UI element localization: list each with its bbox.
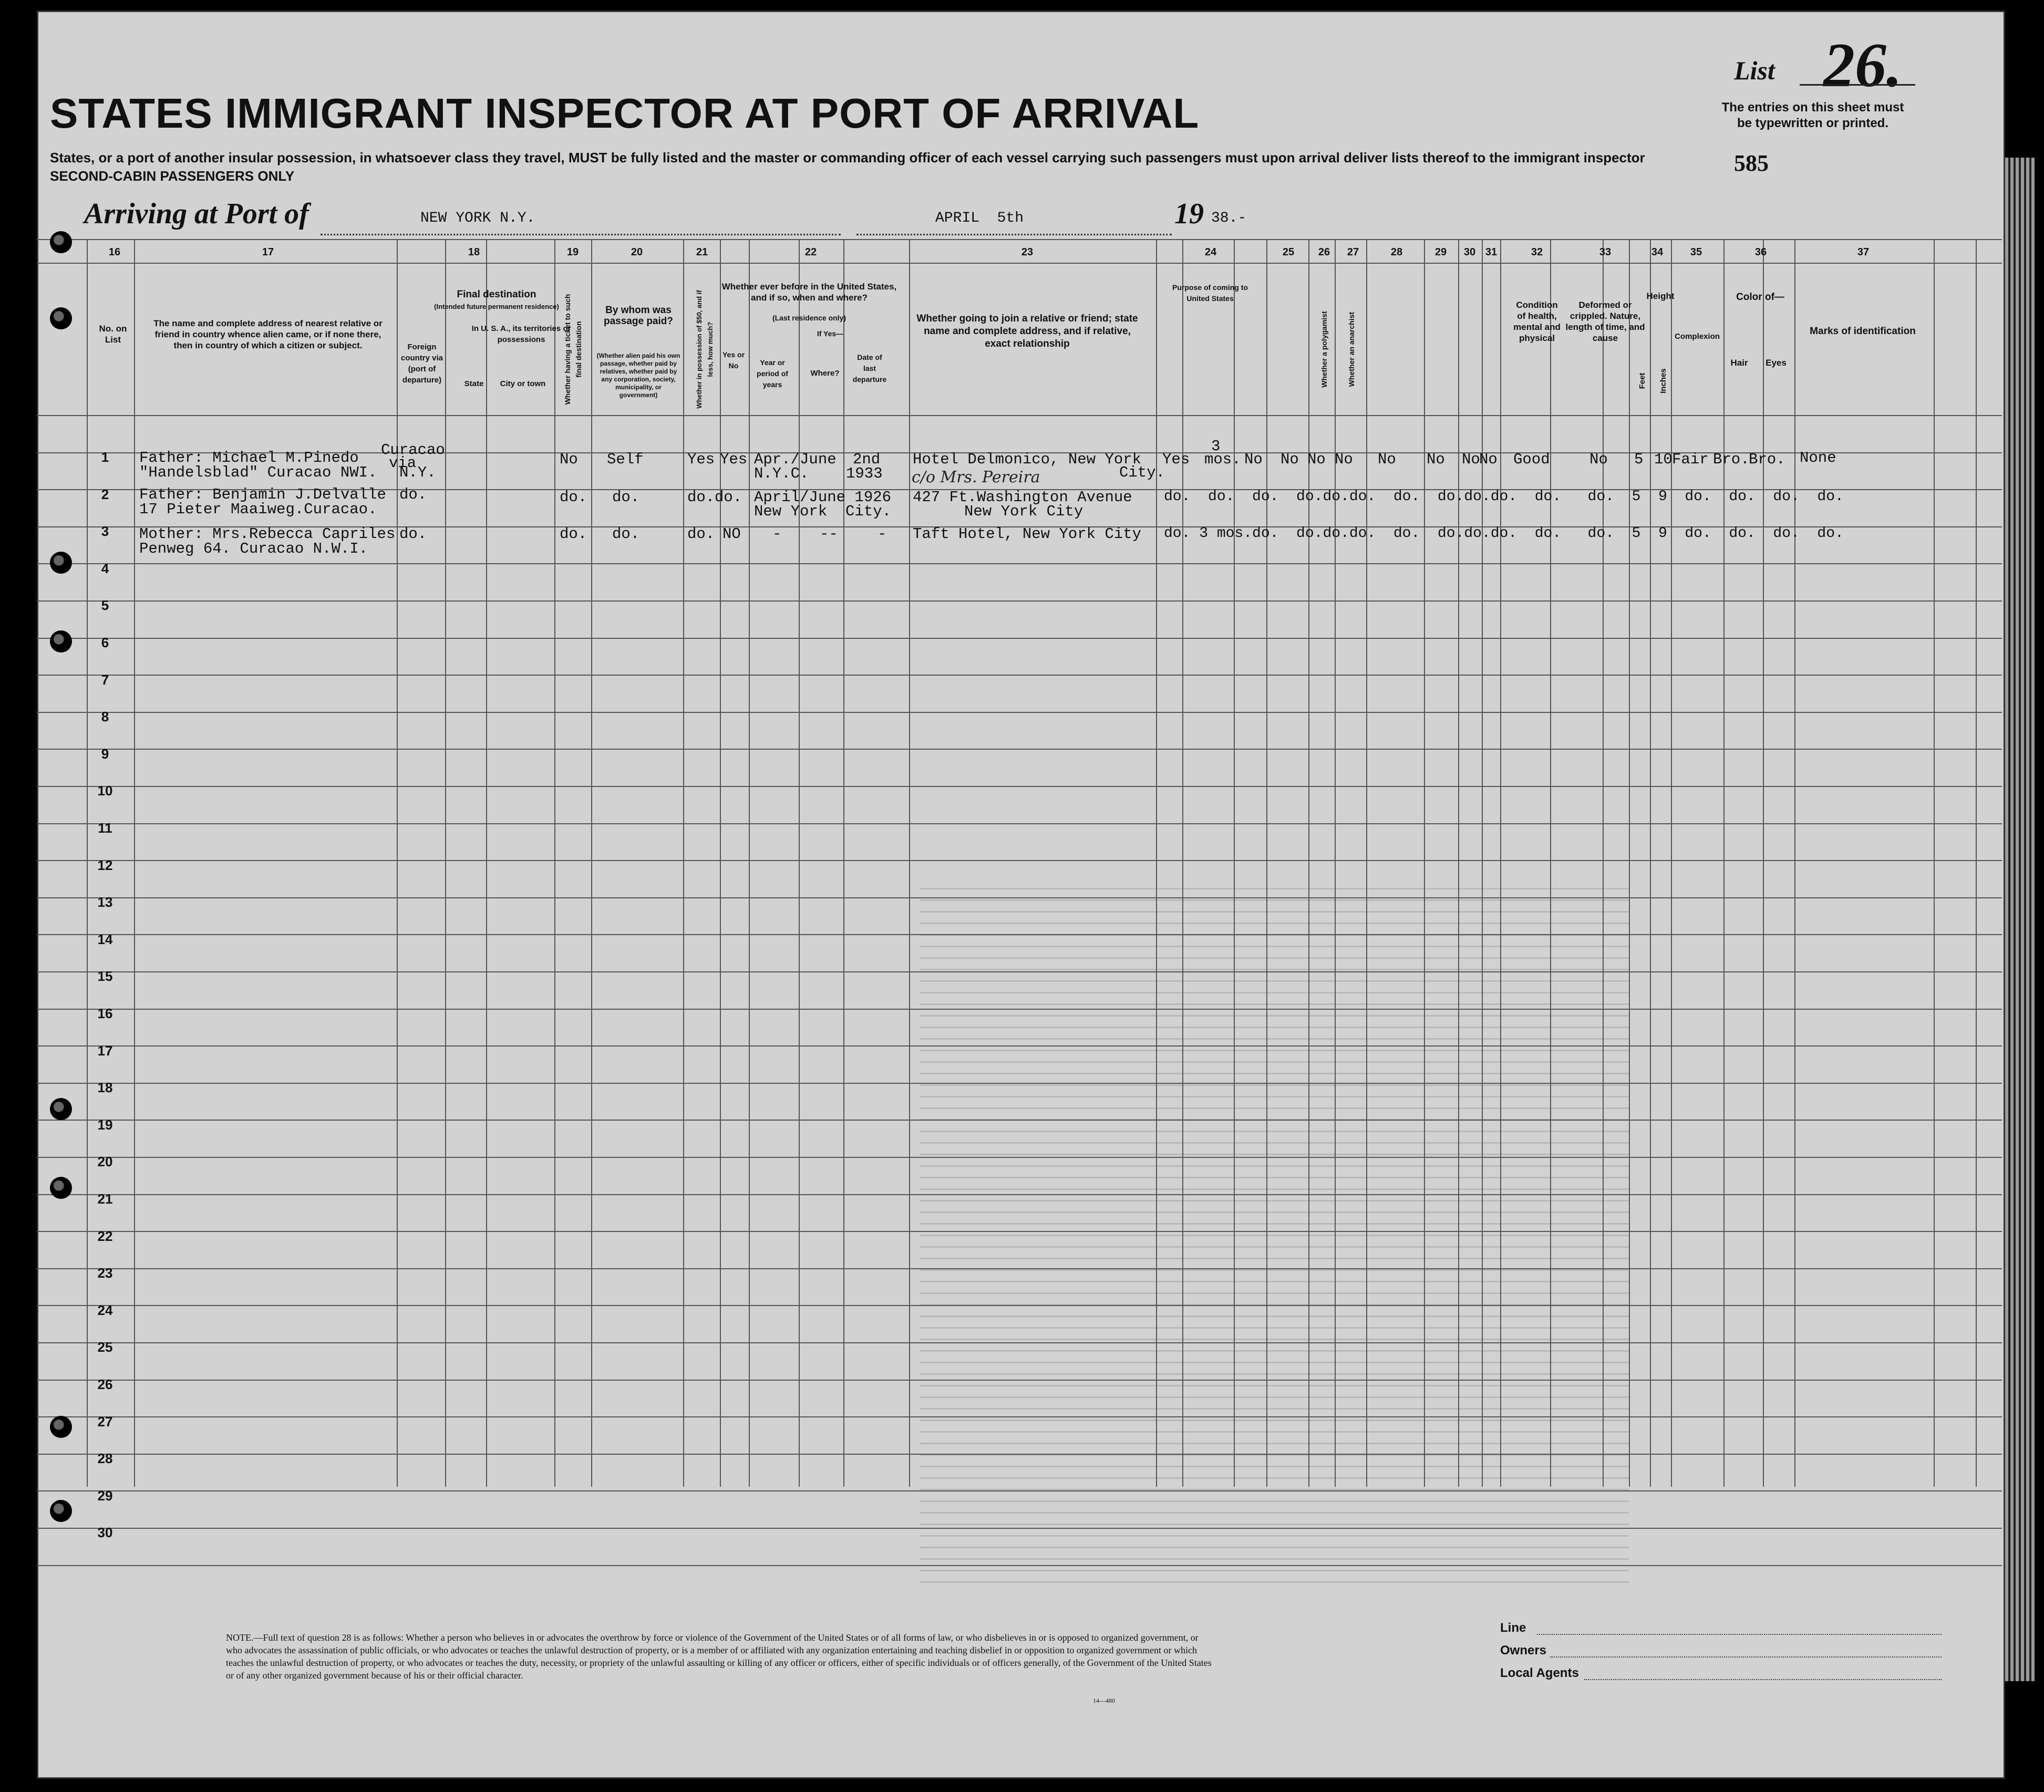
- row2-relative-address: 17 Pieter Maaiweg.Curacao.: [139, 501, 377, 518]
- typewritten-note: [1692, 100, 1934, 131]
- row-number: 21: [97, 1191, 113, 1207]
- row-rule: [37, 239, 2002, 240]
- row3-relative-name: Mother: Mrs.Rebecca Capriles: [139, 525, 396, 543]
- binder-hole: [50, 1500, 72, 1522]
- header-relative-address: The name and complete address of nearest relative or friend in country whence alien came, or if none there, then in country of which a citizen or subject.: [153, 318, 383, 350]
- header-years: Year or period of years: [757, 358, 788, 389]
- row-number: 7: [101, 671, 109, 688]
- arrival-year: 38.-: [1211, 210, 1247, 226]
- row1-last-departure-year: 1933: [846, 465, 883, 482]
- header-hair: Hair: [1730, 358, 1748, 368]
- header-ticket: Whether having a ticket to such final destination: [563, 294, 583, 405]
- question-28-note: NOTE.—Full text of question 28 is as follows: Whether a person who believes in or advocates the overthrow by force or violence of the Government of the United States or of all forms of law, or who disbelieves in or is opposed to organized government, or who advocates the assassination of public officials, or who advocates or teaches the unlawful destruction of property, or is a member of or affiliated with any organization entertaining and teaching disbelief in or opposition to organized government or which teaches the unlawful destruction of property, or who advocates or teaches the duty, necessity, or propriety of the unlawful assaulting or killing of any officer or officers, either of specific individuals or of officers generally, of the Government of the United States or of any other organized government because of his or their official character.: [226, 1632, 1212, 1681]
- row3-before: NO: [722, 525, 741, 543]
- col-36-number: 36: [1754, 246, 1767, 258]
- header-state: State: [464, 379, 484, 388]
- row-number: 9: [101, 745, 109, 762]
- row3-via: do.: [399, 525, 427, 543]
- col-32-number: 32: [1531, 246, 1543, 258]
- header-health: Condition of health, mental and physical: [1513, 300, 1561, 343]
- col-16-number: 16: [108, 246, 121, 258]
- page-title: STATES IMMIGRANT INSPECTOR AT PORT OF ARRIVAL: [50, 90, 1200, 137]
- row1-relative-address: "Handelsblad" Curacao NWI.: [139, 464, 377, 481]
- column-rule: [1723, 239, 1725, 1487]
- row-rule: [37, 638, 2002, 639]
- row2-where: New York City.: [754, 503, 892, 520]
- column-rule: [486, 239, 487, 1487]
- row-number: 11: [98, 820, 112, 836]
- row-number: 13: [97, 894, 113, 910]
- header-money: Whether in possession of $50, and if less, how much?: [695, 290, 714, 409]
- row1-eyes: Bro.: [1749, 451, 1785, 468]
- row1-col28: No: [1378, 451, 1396, 468]
- row-rule: [37, 675, 2002, 676]
- row1-inches: 10: [1654, 451, 1673, 468]
- row-number: 24: [97, 1302, 113, 1318]
- row3-period: -: [772, 525, 782, 543]
- column-rule: [397, 239, 398, 1487]
- binder-hole: [50, 552, 72, 574]
- binder-hole: [50, 1416, 72, 1438]
- row1-join-city: City.: [1119, 464, 1165, 481]
- column-rule: [843, 239, 844, 1487]
- row1-passage-paid: Self: [607, 451, 644, 468]
- row-number: 29: [97, 1487, 113, 1504]
- row3-passage-paid: do.: [612, 525, 640, 543]
- row-number: 23: [97, 1265, 113, 1281]
- row-rule: [37, 786, 2002, 787]
- sheet-stamp: 585: [1734, 150, 1769, 176]
- row1-marks: None: [1800, 449, 1836, 467]
- header-passage-paid-sub: (Whether alien paid his own passage, whether paid by relatives, whether paid by any corporation, society, municipality, or government): [596, 352, 680, 399]
- arrival-year-prefix: 19: [1174, 198, 1204, 230]
- row2-passage-paid: do.: [612, 489, 640, 506]
- col-20-number: 20: [631, 246, 643, 258]
- list-underline: [1800, 84, 1915, 86]
- binder-hole: [50, 630, 72, 652]
- row2-join-city: New York City: [964, 503, 1083, 520]
- row-number: 3: [101, 523, 109, 540]
- header-usa: In U. S. A., its territories or possessions: [471, 324, 571, 344]
- typewritten-note-line-2: be typewritten or printed.: [1737, 116, 1889, 130]
- row1-last-departure: 2nd: [853, 451, 881, 468]
- col-30-number: 30: [1463, 246, 1476, 258]
- row-rule: [37, 563, 2002, 564]
- col-31-number: 31: [1485, 246, 1498, 258]
- owners-field: [1550, 1656, 1942, 1658]
- col-34-number: 34: [1651, 246, 1664, 258]
- row2-join: 427 Ft.Washington Avenue: [913, 489, 1132, 506]
- row3-join: Taft Hotel, New York City: [913, 525, 1142, 543]
- header-height: Height: [1646, 291, 1675, 301]
- row1-where: N.Y.C.: [754, 465, 809, 482]
- column-rule: [1794, 239, 1795, 1487]
- binder-hole: [50, 1177, 72, 1199]
- header-complexion: Complexion: [1675, 332, 1720, 341]
- row3-relative-address: Penweg 64. Curacao N.W.I.: [139, 540, 368, 557]
- row1-complexion: Fair: [1672, 451, 1709, 468]
- row1-period: Apr./June: [754, 451, 837, 468]
- list-number: 26.: [1823, 30, 1902, 100]
- row1-ticket: No: [560, 451, 578, 468]
- list-label: List: [1734, 56, 1775, 85]
- col-27-number: 27: [1347, 246, 1359, 258]
- agents-label: Local Agents: [1500, 1666, 1579, 1680]
- column-rule: [909, 239, 910, 1487]
- row-number: 8: [101, 709, 109, 725]
- binder-hole: [50, 231, 72, 253]
- header-city: City or town: [500, 379, 546, 388]
- row1-length: 3: [1211, 438, 1221, 455]
- row1-purpose: Yes: [1162, 451, 1190, 468]
- column-rule: [1671, 239, 1672, 1487]
- page-edge-stack: [2003, 158, 2035, 1681]
- column-rule: [445, 239, 446, 1487]
- row-rule: [37, 263, 2002, 264]
- row-number: 19: [97, 1116, 113, 1133]
- header-where: Where?: [810, 369, 840, 378]
- row-number: 26: [97, 1376, 113, 1392]
- binder-hole: [50, 1098, 72, 1120]
- row1-col26: No: [1307, 451, 1326, 468]
- row-number: 22: [97, 1228, 113, 1244]
- row-number: 10: [97, 783, 113, 799]
- row-number: 30: [97, 1525, 113, 1541]
- col-26-number: 26: [1318, 246, 1330, 258]
- column-rule: [554, 239, 555, 1487]
- binder-hole: [50, 307, 72, 329]
- row1-col30: No: [1462, 451, 1480, 468]
- row-number: 1: [101, 449, 109, 465]
- col-17-number: 17: [262, 246, 274, 258]
- row1-col25a: No: [1244, 451, 1263, 468]
- header-foreign-country: Foreign country via (port of departure): [400, 343, 443, 385]
- header-before-in-us: Whether ever before in the United States, and if so, when and where?: [721, 282, 897, 303]
- row-number: 20: [97, 1154, 113, 1170]
- col-33-number: 33: [1599, 246, 1612, 258]
- column-rule: [683, 239, 684, 1487]
- col-28-number: 28: [1390, 246, 1403, 258]
- row1-before: Yes: [720, 451, 748, 468]
- column-rule: [1763, 239, 1764, 1487]
- row-number: 28: [97, 1451, 113, 1467]
- header-yes-no: Yes or No: [722, 350, 745, 370]
- col-19-number: 19: [566, 246, 579, 258]
- row-rule: [37, 823, 2002, 824]
- row-number: 15: [97, 968, 113, 985]
- column-rule: [720, 239, 721, 1487]
- row1-via-port: N.Y.: [399, 464, 436, 481]
- row1-length-unit: mos.: [1204, 451, 1241, 468]
- date-line: [856, 234, 1172, 235]
- row2-via: do.: [399, 486, 427, 503]
- row1-relative-name: Father: Michael M.Pinedo: [139, 449, 359, 467]
- header-passage-paid: By whom was passage paid?: [604, 305, 673, 327]
- arrival-port: NEW YORK N.Y.: [420, 210, 535, 226]
- col-35-number: 35: [1690, 246, 1702, 258]
- row-rule: [37, 415, 2002, 416]
- arriving-label: Arriving at Port of: [84, 198, 309, 230]
- header-deformed: Deformed or crippled. Nature, length of time, and cause: [1565, 300, 1645, 343]
- row1-deformed: No: [1589, 451, 1608, 468]
- row3-where: --: [820, 525, 838, 543]
- row1-feet: 5: [1634, 451, 1644, 468]
- header-purpose: Purpose of coming to United States: [1172, 283, 1248, 303]
- row2-relative-name: Father: Benjamin J.Delvalle: [139, 486, 386, 503]
- col-29-number: 29: [1434, 246, 1447, 258]
- column-rule: [591, 239, 592, 1487]
- row-number: 27: [97, 1413, 113, 1430]
- row1-col29: No: [1427, 451, 1445, 468]
- column-rule: [1976, 239, 1977, 1487]
- header-if-yes: If Yes—: [817, 329, 844, 338]
- column-rule: [1629, 239, 1630, 1487]
- header-marks: Marks of identification: [1810, 326, 1916, 337]
- arrival-date: APRIL 5th: [935, 210, 1024, 226]
- row3-remaining-columns: do. 3 mos.do. do.do.do. do. do.do.do. do. do. 5 9 do. do. do. do.: [1164, 525, 1844, 542]
- row2-period: April/June 1926: [754, 489, 892, 506]
- header-before-sub: (Last residence only): [772, 314, 846, 322]
- row3-last-departure: -: [878, 525, 887, 543]
- row1-health: Good: [1513, 451, 1550, 468]
- header-inches: Inches: [1659, 368, 1668, 393]
- row-number: 16: [97, 1006, 113, 1021]
- row1-via: via: [389, 454, 417, 472]
- header-eyes: Eyes: [1766, 358, 1787, 368]
- row2-before: do.: [715, 489, 742, 506]
- row2-ticket: do.: [560, 489, 587, 506]
- column-rule: [1934, 239, 1935, 1487]
- column-rule: [134, 239, 135, 1487]
- row3-ticket: do.: [560, 525, 587, 543]
- row1-via-country: Curacao: [381, 441, 445, 459]
- col-22-number: 22: [804, 246, 817, 258]
- row-number: 18: [97, 1080, 113, 1096]
- col-37-number: 37: [1857, 246, 1870, 258]
- row1-join: Hotel Delmonico, New York: [913, 451, 1142, 468]
- row-number: 12: [97, 857, 113, 873]
- column-rule: [1650, 239, 1651, 1487]
- row-number: 14: [97, 931, 113, 947]
- header-color: Color of—: [1736, 292, 1784, 303]
- header-no-on-list: No. on List: [99, 324, 127, 345]
- header-final-destination-sub: (Intended future permanent residence): [434, 303, 559, 310]
- col-23-number: 23: [1021, 246, 1034, 258]
- agents-field: [1584, 1679, 1942, 1680]
- column-rule: [749, 239, 750, 1487]
- header-instructions: States, or a port of another insular possession, in whatsoever class they travel, MUST be fully listed and the master or commanding officer of each vessel carrying such passengers must upon arrival deliver lists thereof to the immigrant inspector: [50, 150, 1645, 165]
- line-field: [1537, 1634, 1942, 1635]
- row-rule: [37, 600, 2002, 602]
- typewritten-note-line-1: The entries on this sheet must: [1721, 100, 1904, 115]
- row1-money: Yes: [687, 451, 715, 468]
- header-last-departure: Date of last departure: [852, 353, 887, 384]
- col-21-number: 21: [696, 246, 708, 258]
- form-number: 14—480: [1093, 1697, 1115, 1704]
- row-number: 17: [97, 1042, 113, 1059]
- col-24-number: 24: [1204, 246, 1217, 258]
- passenger-class: SECOND-CABIN PASSENGERS ONLY: [50, 168, 295, 184]
- header-anarchist: Whether an anarchist: [1347, 312, 1356, 387]
- header-join-relative: Whether going to join a relative or friend; state name and complete address, and if relative, exact relationship: [916, 313, 1138, 349]
- owners-label: Owners: [1500, 1643, 1547, 1658]
- column-rule: [799, 239, 800, 1487]
- row2-money: do.: [687, 489, 715, 506]
- row2-remaining-columns: do. do. do. do.do.do. do. do.do.do. do. do. 5 9 do. do. do. do.: [1164, 489, 1844, 505]
- header-final-destination: Final destination: [457, 289, 536, 300]
- line-label: Line: [1500, 1621, 1526, 1635]
- row-number: 6: [101, 635, 109, 650]
- row1-handwritten-note: c/o Mrs. Pereira: [912, 468, 1040, 486]
- row1-hair: Bro.: [1713, 451, 1750, 468]
- header-polygamist: Whether a polygamist: [1320, 311, 1328, 388]
- row-number: 25: [97, 1339, 113, 1355]
- port-line: [321, 234, 841, 235]
- row3-money: do.: [687, 525, 715, 543]
- col-25-number: 25: [1282, 246, 1295, 258]
- col-18-number: 18: [468, 246, 480, 258]
- row-number: 5: [101, 597, 109, 614]
- row1-col31: No: [1479, 451, 1498, 468]
- row-rule: [37, 860, 2002, 861]
- row-number: 2: [101, 486, 109, 502]
- row1-col25: No: [1281, 451, 1299, 468]
- bleed-through-text: [920, 888, 1629, 1587]
- header-feet: Feet: [1638, 372, 1647, 389]
- row-rule: [37, 712, 2002, 713]
- row1-col27: No: [1335, 451, 1353, 468]
- row-rule: [37, 749, 2002, 750]
- row-number: 4: [101, 560, 109, 576]
